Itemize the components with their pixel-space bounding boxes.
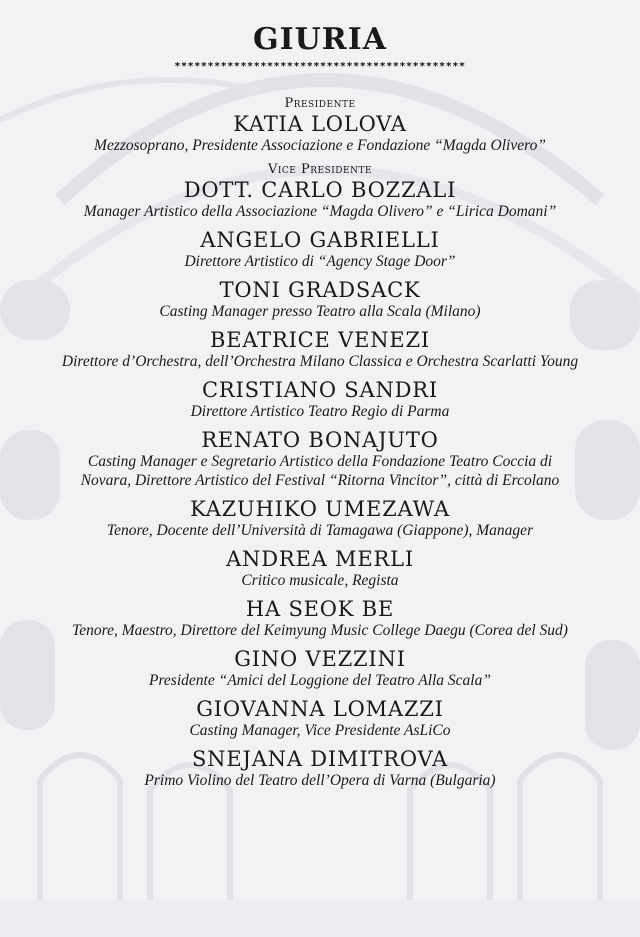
juror-description: Mezzosoprano, Presidente Associazione e Fondazione “Magda Olivero” [94,137,546,154]
juror-description: Casting Manager e Segretario Artistico della Fondazione Teatro Coccia di Novara, Direttore Artistico del Festival “Ritorna Vincitor”, città di Ercolano [80,453,560,489]
juror-entry [0,597,640,640]
juror-name: RENATO BONAJUTO [201,428,439,452]
juror-description: Casting Manager, Vice Presidente AsLiCo [189,722,451,739]
juror-description: Manager Artistico della Associazione “Magda Olivero” e “Lirica Domani” [83,203,557,220]
juror-entry [0,378,640,421]
juror-name: TONI GRADSACK [219,278,421,302]
juror-entry [0,278,640,321]
juror-description: Tenore, Docente dell’Università di Tamagawa (Giappone), Manager [106,522,534,539]
juror-name: SNEJANA DIMITROVA [192,747,448,771]
juror-entry [0,428,640,490]
juror-name: KATIA LOLOVA [233,112,407,136]
juror-entry [0,497,640,540]
juror-entry [0,228,640,271]
jury-list [0,96,640,790]
juror-entry [0,697,640,740]
juror-entry [0,96,640,155]
juror-role: Presidente [284,96,356,111]
juror-name: ANDREA MERLI [226,547,414,571]
juror-name: BEATRICE VENEZI [209,328,431,352]
juror-name: ANGELO GABRIELLI [200,228,440,252]
star-divider: ******************************************** [174,61,466,72]
juror-entry [0,328,640,371]
juror-description: Critico musicale, Regista [241,572,399,589]
juror-entry [0,647,640,690]
juror-name: HA SEOK BE [245,597,395,621]
juror-description: Casting Manager presso Teatro alla Scala (Milano) [159,303,481,320]
juror-name: GINO VEZZINI [234,647,406,671]
page-title: GIURIA [252,22,388,57]
juror-description: Tenore, Maestro, Direttore del Keimyung Music College Daegu (Corea del Sud) [72,622,568,639]
juror-description: Direttore Artistico di “Agency Stage Door” [184,253,456,270]
juror-description: Primo Violino del Teatro dell’Opera di Varna (Bulgaria) [144,772,496,789]
juror-entry [0,547,640,590]
juror-entry [0,747,640,790]
juror-description: Presidente “Amici del Loggione del Teatro Alla Scala” [149,672,491,689]
juror-role: Vice Presidente [267,162,373,177]
juror-name: CRISTIANO SANDRI [202,378,438,402]
juror-name: GIOVANNA LOMAZZI [196,697,444,721]
juror-description: Direttore Artistico Teatro Regio di Parma [190,403,450,420]
juror-entry [0,162,640,221]
juror-name: KAZUHIKO UMEZAWA [190,497,450,521]
juror-description: Direttore d’Orchestra, dell’Orchestra Milano Classica e Orchestra Scarlatti Young [61,353,579,370]
juror-name: DOTT. CARLO BOZZALI [183,178,457,202]
